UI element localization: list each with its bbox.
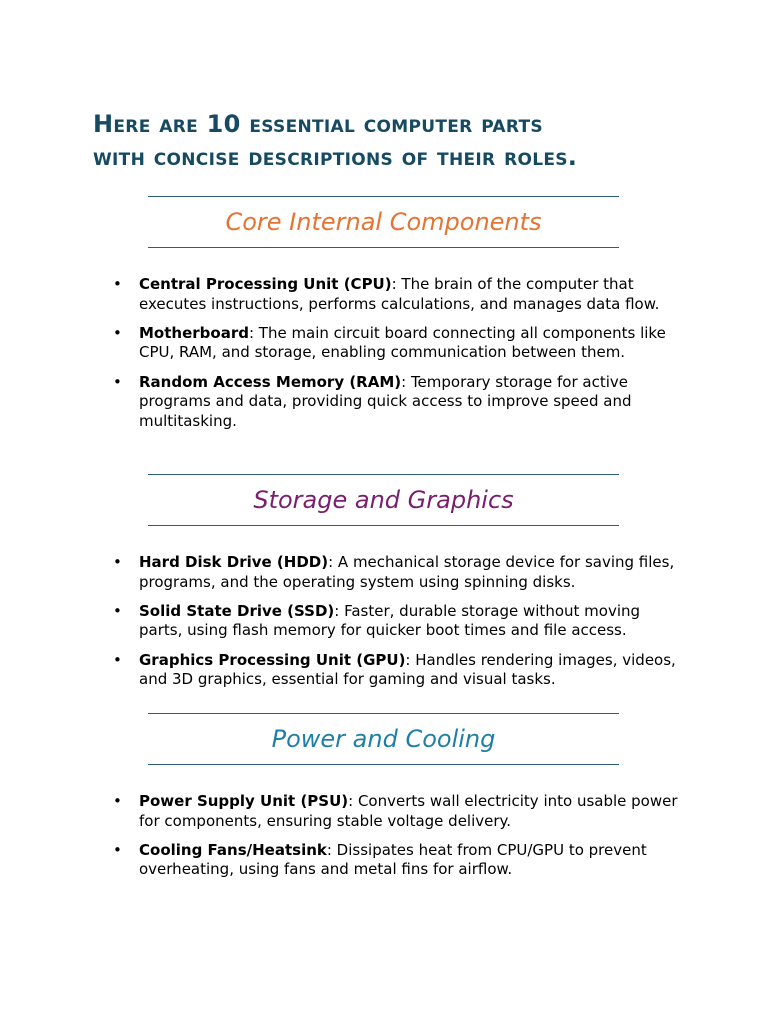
section-list-core-internal-components — [113, 275, 683, 441]
item-term: Power Supply Unit (PSU) — [139, 792, 349, 810]
bullet-icon: • — [113, 601, 122, 620]
item-description: : Faster, durable storage without moving parts, using flash memory for quicker boot times and file access. — [139, 601, 641, 640]
section-title: Power and Cooling — [271, 725, 496, 753]
item-description: : Dissipates heat from CPU/GPU to prevent overheating, using fans and metal fins for airflow. — [139, 840, 647, 879]
section-title: Storage and Graphics — [253, 486, 514, 514]
page-title-line-2: with concise descriptions of their roles. — [93, 143, 578, 171]
list-item — [113, 324, 683, 363]
item-term: Graphics Processing Unit (GPU) — [139, 650, 406, 669]
section-header-power-and-cooling — [148, 713, 619, 765]
item-term: Motherboard — [139, 323, 249, 342]
item-description: : Handles rendering images, videos, and 3D graphics, essential for gaming and visual tasks. — [139, 650, 676, 689]
page-title — [93, 108, 713, 174]
item-description: : Converts wall electricity into usable power for components, ensuring stable voltage delivery. — [139, 792, 678, 830]
item-term: Central Processing Unit (CPU) — [139, 275, 392, 293]
item-description: : The main circuit board connecting all components like CPU, RAM, and storage, enabling communication between them. — [139, 323, 666, 362]
bullet-icon: • — [113, 372, 122, 391]
page-title-line-1: Here are 10 essential computer parts — [93, 110, 543, 138]
section-list-storage-and-graphics — [113, 553, 683, 699]
item-description: : A mechanical storage device for saving files, programs, and the operating system using spinning disks. — [139, 553, 675, 591]
bullet-icon: • — [113, 792, 122, 810]
list-item — [113, 553, 683, 592]
bullet-icon: • — [113, 650, 122, 669]
bullet-icon: • — [113, 553, 122, 571]
list-item — [113, 651, 683, 690]
list-item — [113, 792, 683, 831]
section-title: Core Internal Components — [225, 208, 542, 236]
section-header-core-internal-components — [148, 196, 619, 248]
list-item — [113, 275, 683, 314]
list-item — [113, 373, 683, 432]
section-list-power-and-cooling — [113, 792, 683, 890]
item-description: : The brain of the computer that executes instructions, performs calculations, and manages data flow. — [139, 275, 660, 313]
section-header-storage-and-graphics — [148, 474, 619, 526]
item-term: Solid State Drive (SSD) — [139, 601, 335, 620]
list-item — [113, 602, 683, 641]
bullet-icon: • — [113, 275, 122, 293]
bullet-icon: • — [113, 323, 122, 342]
item-term: Random Access Memory (RAM) — [139, 372, 402, 391]
item-term: Cooling Fans/Heatsink — [139, 840, 327, 859]
bullet-icon: • — [113, 840, 122, 859]
item-description: : Temporary storage for active programs and data, providing quick access to improve speed and multitasking. — [139, 372, 632, 430]
list-item — [113, 841, 683, 880]
item-term: Hard Disk Drive (HDD) — [139, 553, 329, 571]
